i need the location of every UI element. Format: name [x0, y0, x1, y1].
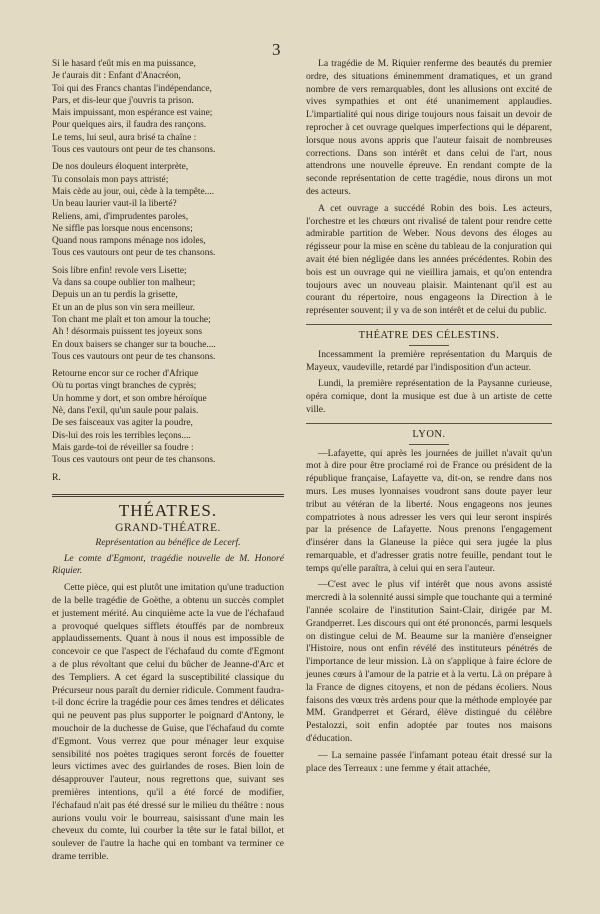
verse-line: De nos douleurs éloquent interprète,: [52, 162, 189, 173]
verse-line: En doux baisers se changer sur ta bouche....: [52, 339, 216, 350]
verse-line: Et un an de plus son vin sera meilleur.: [52, 302, 195, 313]
celestins-title: THÉATRE DES CÉLESTINS.: [358, 329, 500, 341]
poem: [52, 58, 284, 467]
right-column: [306, 58, 552, 775]
page-number: 3: [272, 40, 281, 59]
paragraph: La tragédie de M. Riquier renferme des beautés du premier ordre, des situations éminemment dramatiques, et un grand nombre de vers remarquables, dont les allusions ont excité de vives sympathies et ont été unanimement applaudies. L'impartialité qui nous dirige toujours nous faisait un devoir de reprocher à cet ouvrage quelques imperfections qui le déparent, lorsque nous avons appris que l'auteur faisait de nombreuses corrections. Dans son intérêt et dans celui de l'art, nous attendrons une nouvelle épreuve. En rendant compte de la seconde représentation de cette tragédie, nous dirons un mot des acteurs.: [306, 58, 552, 197]
verse-line: Un homme y dort, et son ombre héroïque: [52, 393, 207, 404]
verse-line: Tous ces vautours ont peur de tes chansons.: [52, 248, 216, 259]
verse-line: Mais cède au jour, oui, cède à la tempête....: [52, 186, 215, 197]
verse-line: Si le hasard t'eût mis en ma puissance,: [52, 59, 196, 69]
left-column: [52, 58, 284, 864]
divider: [306, 423, 552, 424]
divider: [409, 345, 449, 346]
verse-line: Pour quelques airs, il faudra des rançons.: [52, 120, 207, 131]
paragraph: A cet ouvrage a succédé Robin des bois. Les acteurs, l'orchestre et les chœurs ont rivalisé de talent pour rendre cette admirable partition de Weber. Nous devons des éloges au régisseur pour la mise en scène du tableau de la conjuration qui avait été bien négligée dans les années précédentes. Robin des bois est un ouvrage qui ne vieillira jamais, et qu'on entendra toujours avec un nouveau plaisir. Maintenant qu'il est au courant du répertoire, nous engageons la Direction à le représenter souvent; il y va de son intérêt et de celui du public.: [306, 202, 552, 317]
stanza: [52, 265, 284, 363]
paragraph: Lundi, la première représentation de la Paysanne curieuse, opéra comique, dont la musique est due à un artiste de cette ville.: [306, 378, 552, 415]
paragraph: —Lafayette, qui après les journées de juillet n'avait qu'un mot à dire pour être proclamé roi de France ou président de la république française, Lafayette va, dit-on, se rendre dans nos murs. Les muses lyonnaises voudront sans doute payer leur tribut au vétéran de la liberté. Nous engageons nos jeunes compatriotes à nous adresser les vers qui leur seront inspirés par la présence de Lafayette. Nous prenons l'engagement d'insérer dans la Glaneuse la pièce qui sera jugée la plus remarquable, et d'adresser gratis notre feuille, pendant tout le temps qu'elle paraîtra, à celui qui en sera l'auteur.: [306, 447, 552, 574]
verse-line: Nè, dans l'exil, qu'un saule pour palais.: [52, 406, 199, 417]
stanza: [52, 58, 284, 156]
theatre-title: GRAND-THÉATRE.: [115, 522, 221, 535]
paragraph: Incessamment la première représentation du Marquis de Mayeux, vaudeville, retardé par l'indisposition d'un acteur.: [306, 348, 552, 373]
review-paragraph: Cette pièce, qui est plutôt une imitation qu'une traduction de la belle tragédie de Goëthe, a obtenu un succès complet et justement mérité. Au cinquième acte la vue de l'échafaud a provoqué quelques sifflets étouffés par de nombreux applaudissements. Quant à nous il nous est impossible de concevoir ce que l'aspect de l'échafaud du comte d'Egmont a de plus révoltant que celui du bûcher de Jeanne-d'Arc et des Templiers. A cet égard la susceptibilité classique du Précurseur nous paraît du dernier ridicule. Comment faudra-t-il donc écrire la tragédie pour ces âmes tendres et délicates qui ne peuvent pas plus supporter le poignard d'Antony, le mouchoir de la duchesse de Guise, que l'échafaud du comte d'Egmont. Vous verrez que pour ménager leur exquise sensibilité nos poètes tragiques seront forcés de fouetter leurs victimes avec des guirlandes de roses. Bien loin de désapprouver l'auteur, nous regrettons que, suivant ses premières intentions, qu'il a été forcé de modifier, l'échafaud n'ait pas été dressé sur le milieu du théâtre : nous aurions voulu voir le bourreau, saisissant d'une main les cheveux du comte, lui courber la tête sur le fatal billot, et soulever de l'autre la hache qui en tombant va terminer ce drame terrible.: [52, 582, 284, 863]
paragraph: — La semaine passée l'infamant poteau était dressé sur la place des Terreaux : une femme y était attachée,: [306, 749, 552, 774]
verse-line: Ah ! désormais puissent tes joyeux sons: [52, 327, 202, 338]
verse-line: Un beau laurier vaut-il la liberté?: [52, 199, 177, 210]
play-line: Le comte d'Egmont, tragédie nouvelle de M. Honoré Riquier.: [52, 552, 284, 577]
lyon-title: LYON.: [412, 428, 446, 440]
verse-line: Tu consolais mon pays attristé;: [52, 174, 169, 185]
verse-line: Où tu portas vingt branches de cyprès;: [52, 381, 197, 392]
verse-line: Mais impuissant, mon espérance est vaine;: [52, 108, 213, 119]
section-divider: [52, 494, 284, 497]
verse-line: Mais garde-toi de réveiller sa foudre :: [52, 442, 194, 453]
verse-line: Sois libre enfin! revole vers Lisette;: [52, 265, 187, 276]
verse-line: Je t'aurais dit : Enfant d'Anacréon,: [52, 71, 181, 82]
verse-line: Tous ces vautours ont peur de tes chansons.: [52, 351, 216, 362]
verse-line: Va dans sa coupe oublier ton malheur;: [52, 278, 196, 289]
stanza: [52, 368, 284, 466]
verse-line: Ton chant me plaît et ton amour la touche;: [52, 314, 211, 325]
verse-line: Reliens, ami, d'imprudentes paroles,: [52, 211, 189, 222]
theatre-subtitle: Représentation au bénéfice de Lecerf.: [95, 536, 241, 548]
stanza: [52, 161, 284, 259]
verse-line: Toi qui des Francs chantas l'indépendance,: [52, 83, 212, 94]
section-title-theatres: THÉATRES.: [118, 501, 218, 521]
paragraph: —C'est avec le plus vif intérêt que nous avons assisté mercredi à la solennité aussi simple que touchante qui a terminé l'année scolaire de l'institution Saint-Clair, dirigée par M. Grandperret. Les discours qui ont été prononcés, parmi lesquels on distingue celui de M. Beaume sur la manière d'enseigner l'Histoire, nous ont enfin révélé des instituteurs pénétrés de l'importance de leur mission. Là on s'applique à faire éclore de jeunes cœurs à l'amour de la patrie et à la vertu. Là on prépare à la France de dignes citoyens, et non de pédans écoliers. Nous faisons des vœux très ardens pour que la méthode employée par MM. Grandperret et Gérard, élève distingué du célèbre Pestalozzi, soit enfin adoptée par toutes nos maisons d'éducation.: [306, 579, 552, 745]
verse-line: Tous ces vautours ont peur de tes chansons.: [52, 145, 216, 156]
verse-line: Retourne encor sur ce rocher d'Afrique: [52, 369, 199, 380]
verse-line: Ne siffle pas lorsque nous encensons;: [52, 223, 193, 234]
verse-line: Depuis un an tu perdis la grisette,: [52, 290, 178, 301]
divider: [306, 324, 552, 325]
verse-line: Le tems, lui seul, aura brisé ta chaîne :: [52, 132, 197, 143]
verse-line: Dis-lui des rois les terribles leçons....: [52, 430, 191, 441]
verse-line: Quand nous rampons ménage nos idoles,: [52, 236, 206, 247]
poem-signature: R.: [52, 471, 61, 483]
verse-line: Pars, et dis-leur que j'ouvris ta prison.: [52, 95, 194, 106]
verse-line: Tous ces vautours ont peur de tes chansons.: [52, 455, 216, 466]
verse-line: De ses faisceaux vas agiter la poudre,: [52, 418, 193, 429]
divider: [409, 444, 449, 445]
